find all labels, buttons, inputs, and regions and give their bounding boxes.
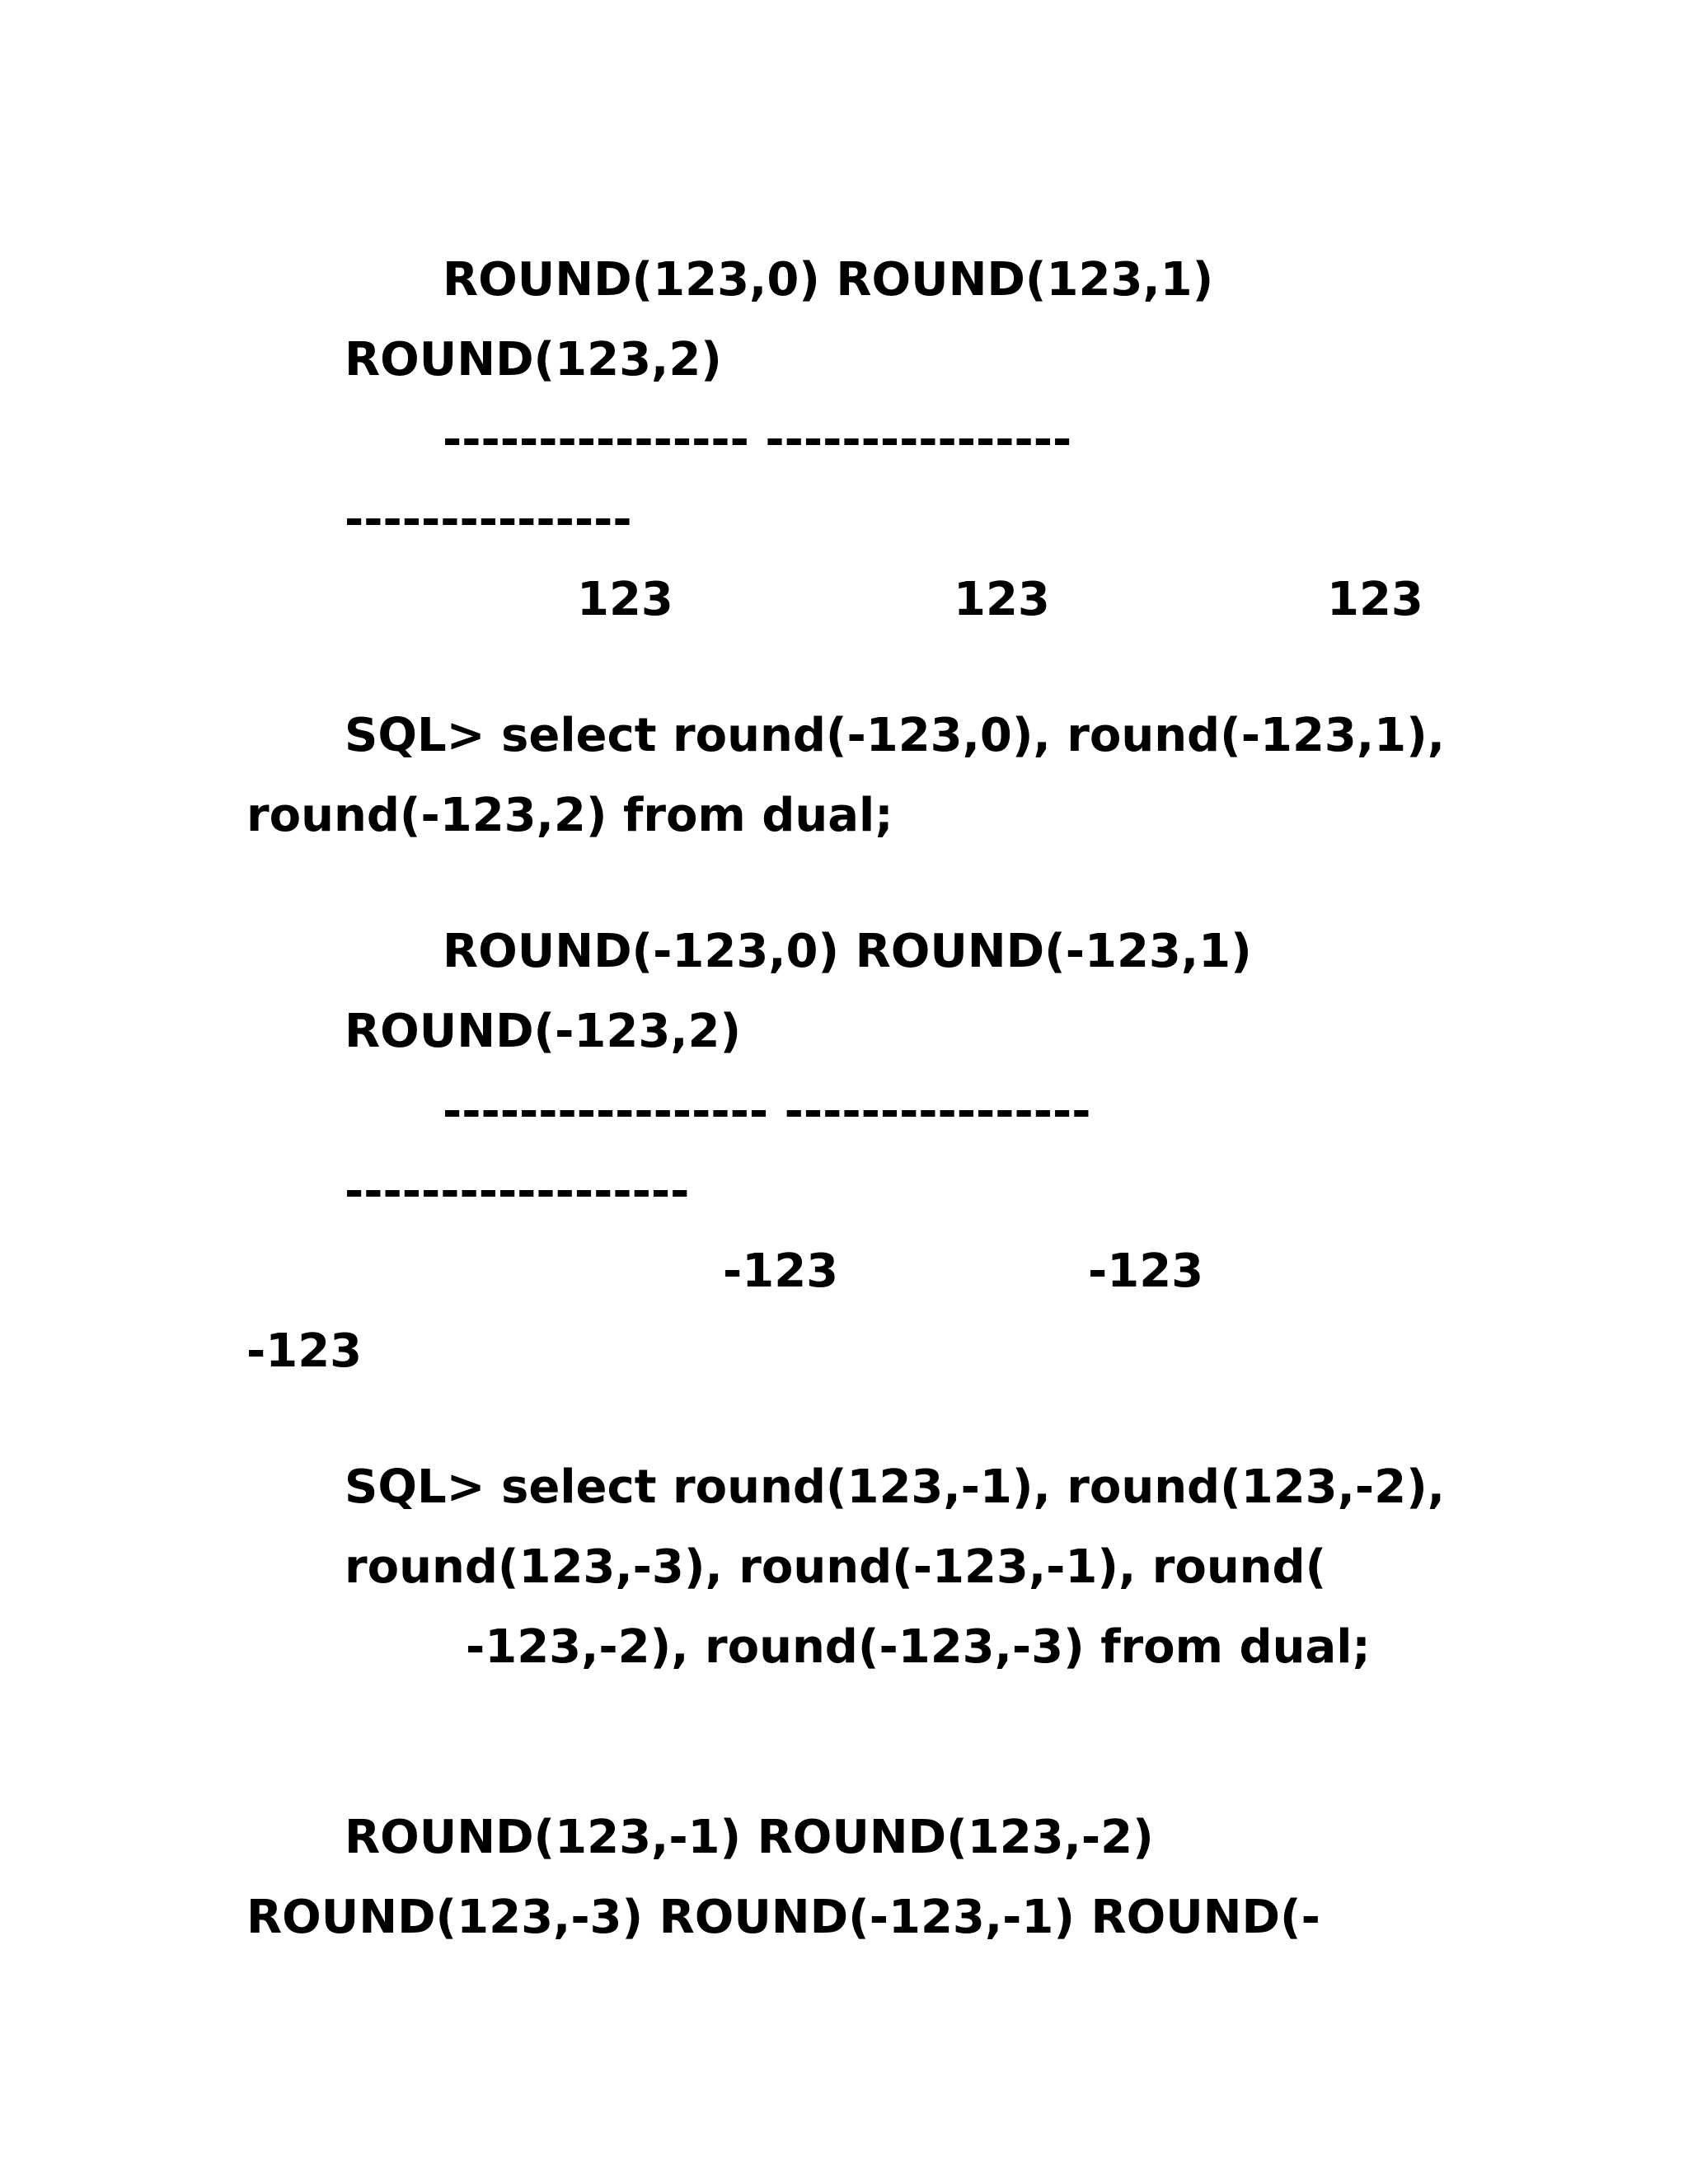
result-header-line-2: ROUND(-123,2)	[345, 1005, 742, 1058]
result-header-line-1: ROUND(-123,0) ROUND(-123,1)	[443, 925, 1252, 978]
sql-query-line-1: SQL> select round(123,-1), round(123,-2),	[345, 1460, 1445, 1514]
result-value: 123	[1327, 573, 1423, 626]
result-separator-line-2: ------------------	[345, 1165, 690, 1218]
result-header-line-2: ROUND(123,-3) ROUND(-123,-1) ROUND(-	[246, 1891, 1320, 1944]
result-separator-line-1: ----------------- ----------------	[443, 1085, 1091, 1138]
result-header-line-1: ROUND(123,0) ROUND(123,1)	[443, 253, 1214, 307]
result-value: -123	[723, 1244, 839, 1298]
result-value: -123	[1088, 1244, 1204, 1298]
sql-query-line-2: round(123,-3), round(-123,-1), round(	[345, 1540, 1327, 1594]
sql-query-line-2: round(-123,2) from dual;	[246, 789, 893, 842]
result-separator-line-1: ---------------- ----------------	[443, 413, 1072, 466]
sql-query-line-1: SQL> select round(-123,0), round(-123,1),	[345, 709, 1445, 762]
result-value: -123	[246, 1324, 363, 1378]
result-value: 123	[954, 573, 1050, 626]
result-value: 123	[577, 573, 673, 626]
sql-query-line-3: -123,-2), round(-123,-3) from dual;	[466, 1620, 1371, 1674]
result-separator-line-2: ---------------	[345, 493, 632, 546]
result-header-line-1: ROUND(123,-1) ROUND(123,-2)	[345, 1811, 1154, 1864]
result-header-line-2: ROUND(123,2)	[345, 333, 722, 387]
